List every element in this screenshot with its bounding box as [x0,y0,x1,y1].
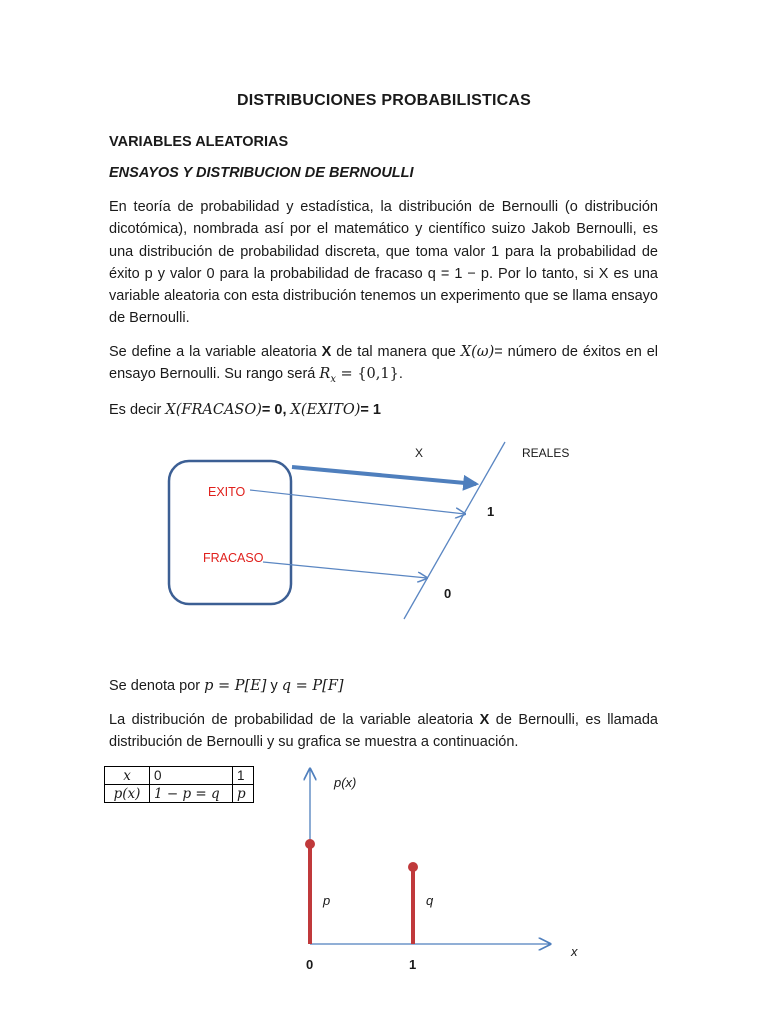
stem-marker-1 [408,862,418,872]
table-cell: x [105,767,150,785]
mapping-diagram [0,430,768,630]
table-cell: p(x) [105,785,150,803]
table-cell: 0 [150,767,233,785]
stems-group [305,839,434,972]
subsection-heading: ENSAYOS Y DISTRIBUCION DE BERNOULLI [109,165,414,181]
page-title: DISTRIBUCIONES PROBABILISTICAS [236,92,531,109]
x-axis-label: x [571,944,578,959]
fracaso-arrow [263,562,427,578]
section-heading: VARIABLES ALEATORIAS [109,134,289,150]
bar-label-0: p [323,893,331,908]
bernoulli-chart [0,755,768,980]
exito-arrow [250,490,465,514]
distribution-paragraph: La distribución de probabilidad de la variable aleatoria X de Bernoulli, es llamada distribución de Bernoulli y su grafica se muestra a continuación. [109,712,658,751]
fracaso-label: FRACASO [203,551,264,565]
definition-paragraph: Se define a la variable aleatoria X de tal manera que X(ω)= número de éxitos en el ensayo Bernoulli. Su rango será $R_x = \{0,1\}$. [109,344,658,386]
table-cell: p [233,785,254,803]
reals-line [404,442,505,619]
value-one-label: 1 [487,504,495,519]
table-cell: 1 − p = q [150,785,233,803]
stem-marker-0 [305,839,315,849]
table-cell: 1 [233,767,254,785]
exito-label: EXITO [208,485,246,499]
x-label: X [415,446,424,460]
example-paragraph: Es decir X(FRACASO)= 0, X(EXITO)= 1 [109,402,381,418]
reales-label: REALES [522,446,570,460]
function-arrow [292,467,476,484]
sample-space-box [169,461,291,604]
value-zero-label: 0 [444,586,452,601]
y-axis-label: p(x) [334,775,357,790]
tick-label-1: 1 [409,957,417,972]
intro-paragraph: En teoría de probabilidad y estadística, la distribución de Bernoulli (o distribución dicotómica), nombrada así por el matemático y científico suizo Jakob Bernoulli, es una distribución de probabilidad discreta, que toma valor 1 para la probabilidad de éxito p y valor 0 para la probabilidad de fracaso q = 1 − p. Por lo tanto, si X es una variable aleatoria con esta distribución tenemos un experimento que se llama ensayo de Bernoulli. [109,199,658,327]
tick-label-0: 0 [306,957,314,972]
notation-paragraph: Se denota por p = P[E] y q = P[F] [109,678,344,694]
bar-label-1: q [426,893,434,908]
